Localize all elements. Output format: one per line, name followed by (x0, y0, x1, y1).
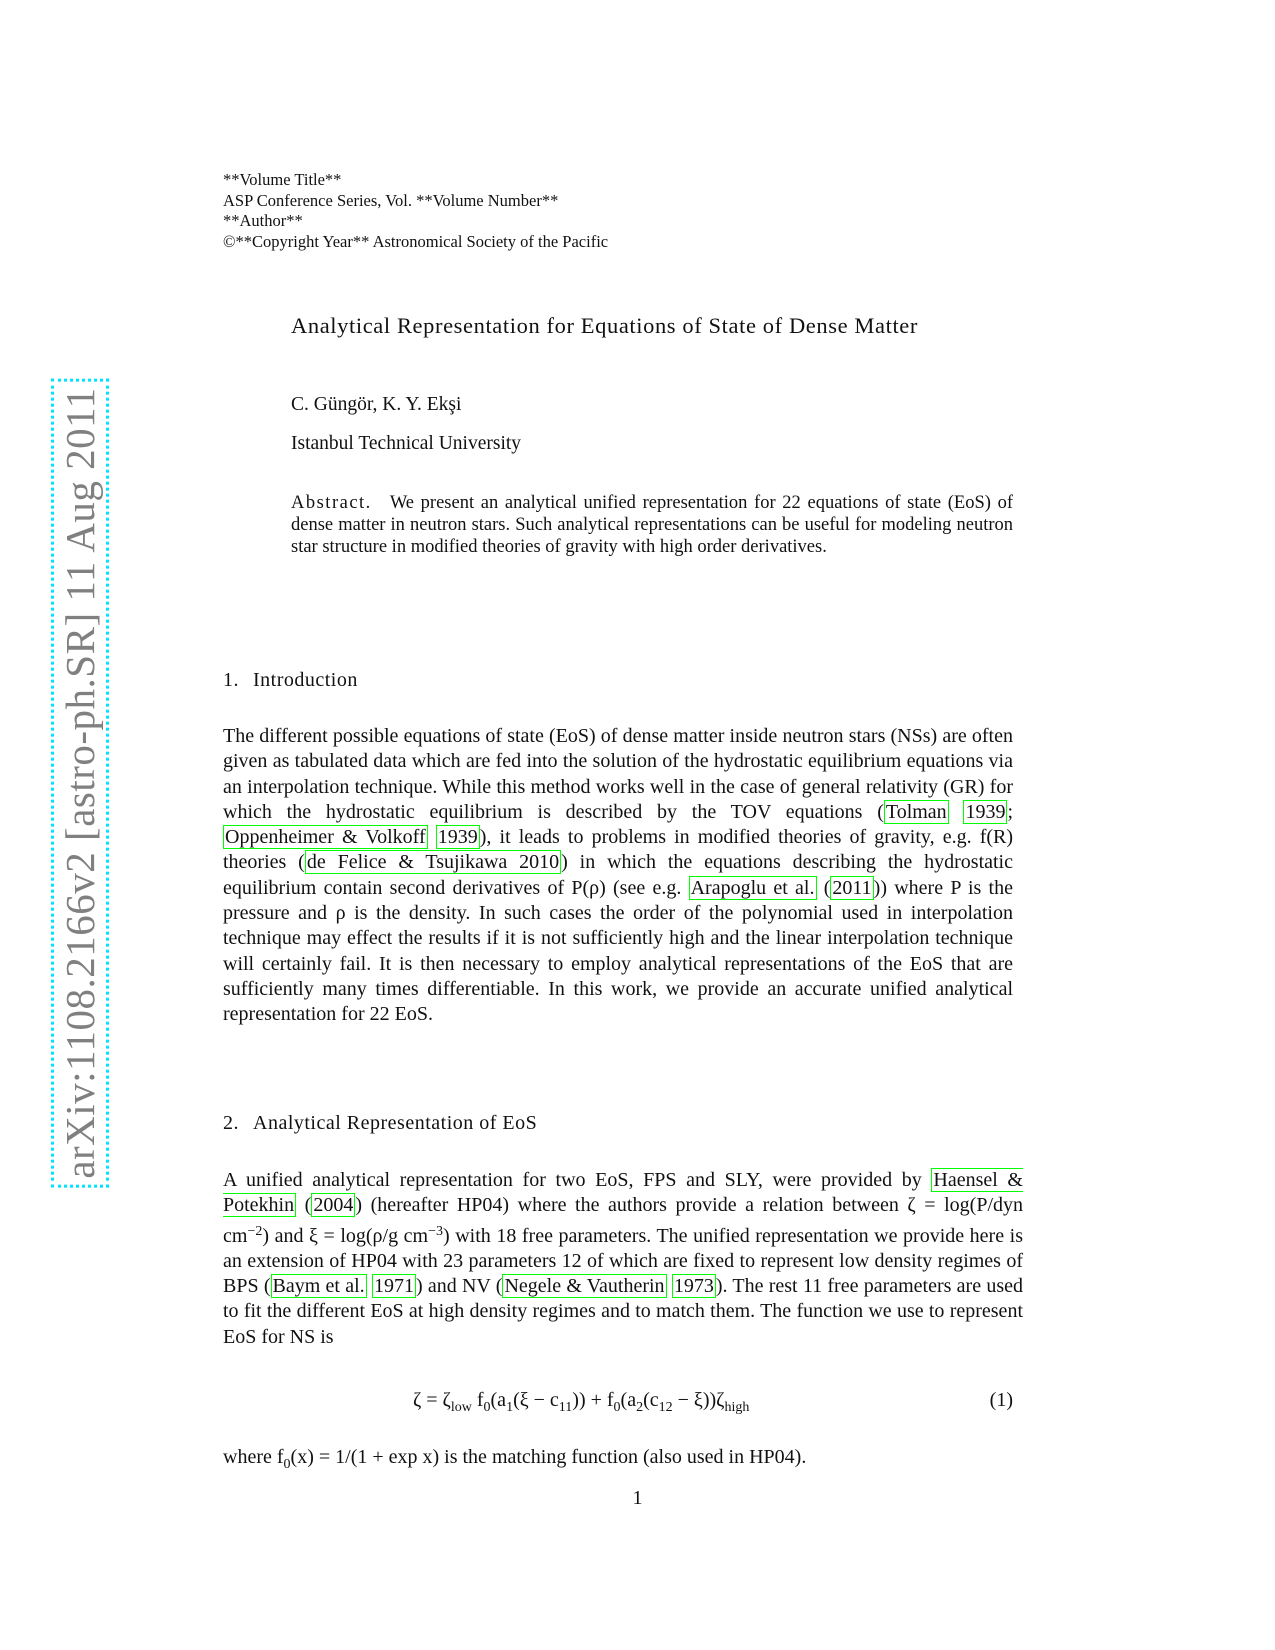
citation-link[interactable]: 1939 (437, 826, 478, 849)
citation-link[interactable]: 1971 (373, 1275, 414, 1298)
abstract-label: Abstract. (291, 493, 372, 513)
citation-link[interactable]: 2004 (313, 1194, 354, 1217)
subscript: 1 (506, 1399, 514, 1415)
subscript: 0 (613, 1399, 621, 1415)
eq-part: (ξ − c (513, 1389, 559, 1411)
text-run: ), it leads to problems in modified theories of gravity, e.g. f(R) theories ( (223, 826, 1014, 874)
text-run: where f (223, 1446, 284, 1468)
subscript: 12 (658, 1399, 673, 1415)
equation-body (413, 1389, 749, 1416)
citation-link[interactable]: 1939 (965, 800, 1006, 823)
citation-link[interactable]: Arapoglu et al. (690, 876, 815, 899)
text-run: (x) = 1/(1 + exp x) is the matching function (also used in HP04). (290, 1446, 807, 1468)
header-author: **Author** (223, 211, 303, 230)
arxiv-stamp: arXiv:1108.2166v2 [astro-ph.SR] 11 Aug 2011 (51, 378, 109, 1187)
citation-link[interactable]: Haensel & Potekhin (223, 1169, 1023, 1217)
subscript: low (450, 1399, 472, 1415)
text-run: A unified analytical representation for two EoS, FPS and SLY, were provided by (223, 1169, 932, 1191)
citation-link[interactable]: 1973 (673, 1275, 714, 1298)
citation-link[interactable]: Negele & Vautherin (504, 1275, 665, 1298)
subscript: 11 (558, 1399, 573, 1415)
eq-part: (a (620, 1389, 637, 1411)
intro-paragraph (223, 724, 1013, 1028)
subscript: high (724, 1399, 750, 1415)
eq-part: )) + f (572, 1389, 614, 1411)
where-line (223, 1446, 806, 1473)
text-run: ) and ξ = log(ρ/g cm (262, 1224, 429, 1247)
text-run: ) with 18 free parameters. The unified representation we provide here is an extension of HP04 with 23 parameters 12 of which are fixed to represent low density regimes of BPS ( (223, 1224, 1023, 1298)
eq-part: (a (490, 1389, 507, 1411)
text-run: ; (1007, 800, 1014, 823)
eq-part: − ξ))ζ (672, 1389, 725, 1411)
subscript: 0 (483, 1399, 491, 1415)
eq-part: (c (643, 1389, 659, 1411)
header-copyright: ©**Copyright Year** Astronomical Society of the Pacific (223, 231, 609, 251)
text-run: ) and NV ( (415, 1275, 503, 1298)
text-run: )) where P is the pressure and ρ is the density. In such cases the order of the polynomial used in interpolation technique may effect the results if it is not sufficiently high and the linear interpolation technique will certainly fail. It is then necessary to employ analytical representations of the EoS that are sufficiently many times differentiable. In this work, we provide an accurate unified analytical representation for 22 EoS. (223, 876, 1013, 1026)
section-number: 1. (223, 669, 239, 691)
affiliation: Istanbul Technical University (291, 433, 522, 454)
header-volume-title: **Volume Title** (223, 170, 342, 189)
section-title: Analytical Representation of EoS (253, 1112, 538, 1134)
citation-link[interactable]: Tolman (885, 800, 947, 823)
section-number: 2. (223, 1112, 239, 1134)
text-run: The different possible equations of state (EoS) of dense matter inside neutron stars (NSs) are often given as tabulated data which are fed into the solution of the hydrostatic equilibrium equations via an interpolation technique. While this method works well in the case of general relativity (GR) for which the hydrostatic equilibrium is described by the TOV equations ( (223, 725, 1013, 823)
citation-link[interactable]: de Felice & Tsujikawa 2010 (306, 851, 560, 874)
citation-link[interactable]: 2011 (832, 876, 872, 899)
header-series: ASP Conference Series, Vol. **Volume Number** (223, 190, 559, 210)
text-run: ) in which the equations describing the hydrostatic equilibrium contain second derivatives of P(ρ) (see e.g. (223, 851, 1013, 899)
superscript: −2 (247, 1223, 263, 1239)
page-number: 1 (632, 1487, 643, 1509)
section-heading-introduction (223, 669, 358, 692)
equation-number: (1) (989, 1389, 1013, 1411)
eq-part: f (471, 1389, 484, 1411)
citation-link[interactable]: Baym et al. (272, 1275, 365, 1298)
abstract (291, 492, 1013, 558)
text-run: ). The rest 11 free parameters are used to fit the different EoS at high density regimes and to match them. The function we use to represent EoS for NS is (223, 1275, 1024, 1348)
text-run: ( (816, 876, 831, 899)
subscript: 2 (636, 1399, 644, 1415)
text-run: ) (hereafter HP04) where the authors provide a relation between ζ = log(P/dyn cm (223, 1194, 1023, 1247)
section2-paragraph (223, 1168, 1023, 1350)
citation-link[interactable]: Oppenheimer & Volkoff (225, 826, 426, 849)
abstract-text: We present an analytical unified representation for 22 equations of state (EoS) of dense matter in neutron stars. Such analytical representations can be useful for modeling neutron star structure in modified theories of gravity with high order derivatives. (291, 493, 1013, 557)
eq-part: ζ = ζ (413, 1389, 451, 1411)
subscript: 0 (283, 1456, 291, 1472)
text-run: ( (296, 1194, 312, 1217)
conference-header (223, 170, 608, 252)
section-title: Introduction (253, 669, 358, 691)
superscript: −3 (428, 1223, 443, 1239)
section-heading-analytical-representation (223, 1112, 537, 1135)
paper-title: Analytical Representation for Equations of State of Dense Matter (291, 313, 918, 338)
authors: C. Güngör, K. Y. Ekşi (291, 394, 462, 415)
